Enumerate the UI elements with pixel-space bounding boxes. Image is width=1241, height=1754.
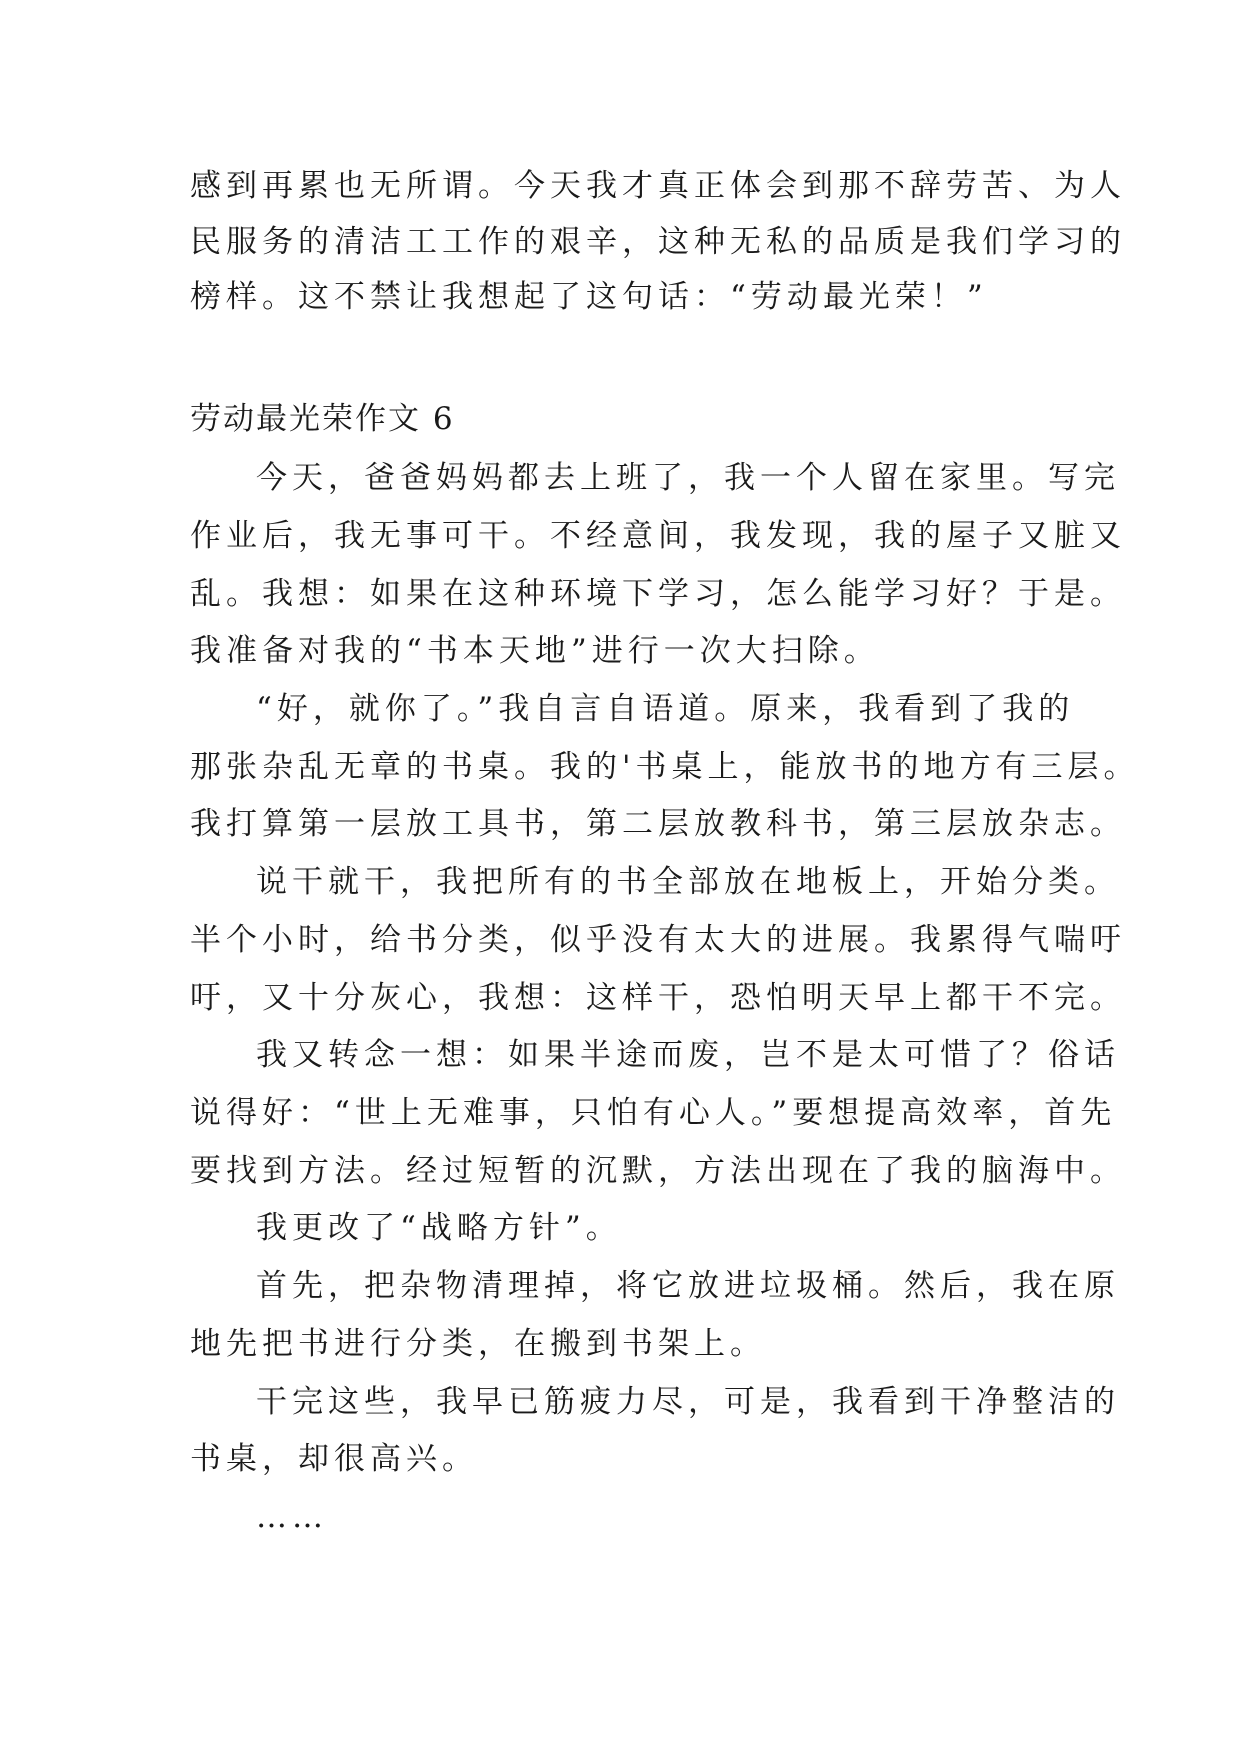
text-line: 我准备对我的“书本天地”进行一次大扫除。 — [190, 633, 880, 669]
paragraph-first-line: 我又转念一想：如果半途而废，岂不是太可惜了？俗话 — [256, 1037, 1120, 1073]
text-line: 榜样。这不禁让我想起了这句话：“劳动最光荣！” — [190, 279, 988, 315]
ellipsis-line: …… — [256, 1499, 328, 1535]
text-line: 乱。我想：如果在这种环境下学习，怎么能学习好？于是。 — [190, 576, 1126, 612]
text-line: 作业后，我无事可干。不经意间，我发现，我的屋子又脏又 — [190, 518, 1126, 554]
text-line: 说得好：“世上无难事，只怕有心人。”要想提高效率，首先 — [190, 1095, 1117, 1131]
text-line: 民服务的清洁工工作的艰辛，这种无私的品质是我们学习的 — [190, 224, 1126, 260]
section-heading: 劳动最光荣作文 6 — [190, 401, 455, 437]
paragraph-first-line: 干完这些，我早已筋疲力尽，可是，我看到干净整洁的 — [256, 1384, 1120, 1420]
text-line: 吁，又十分灰心，我想：这样干，恐怕明天早上都干不完。 — [190, 980, 1126, 1016]
text-line: 书桌，却很高兴。 — [190, 1441, 478, 1477]
text-line: 那张杂乱无章的书桌。我的'书桌上，能放书的地方有三层。 — [190, 749, 1140, 785]
text-line: 要找到方法。经过短暂的沉默，方法出现在了我的脑海中。 — [190, 1153, 1126, 1189]
paragraph-first-line: 说干就干，我把所有的书全部放在地板上，开始分类。 — [256, 864, 1120, 900]
paragraph-first-line: 首先，把杂物清理掉，将它放进垃圾桶。然后，我在原 — [256, 1268, 1120, 1304]
paragraph-first-line: “好，就你了。”我自言自语道。原来，我看到了我的 — [256, 691, 1075, 727]
paragraph-first-line: 我更改了“战略方针”。 — [256, 1210, 622, 1246]
text-line: 半个小时，给书分类，似乎没有太大的进展。我累得气喘吁 — [190, 922, 1126, 958]
paragraph-first-line: 今天，爸爸妈妈都去上班了，我一个人留在家里。写完 — [256, 460, 1120, 496]
text-line: 地先把书进行分类，在搬到书架上。 — [190, 1326, 766, 1362]
text-line: 我打算第一层放工具书，第二层放教科书，第三层放杂志。 — [190, 806, 1126, 842]
text-line: 感到再累也无所谓。今天我才真正体会到那不辞劳苦、为人 — [190, 168, 1126, 204]
